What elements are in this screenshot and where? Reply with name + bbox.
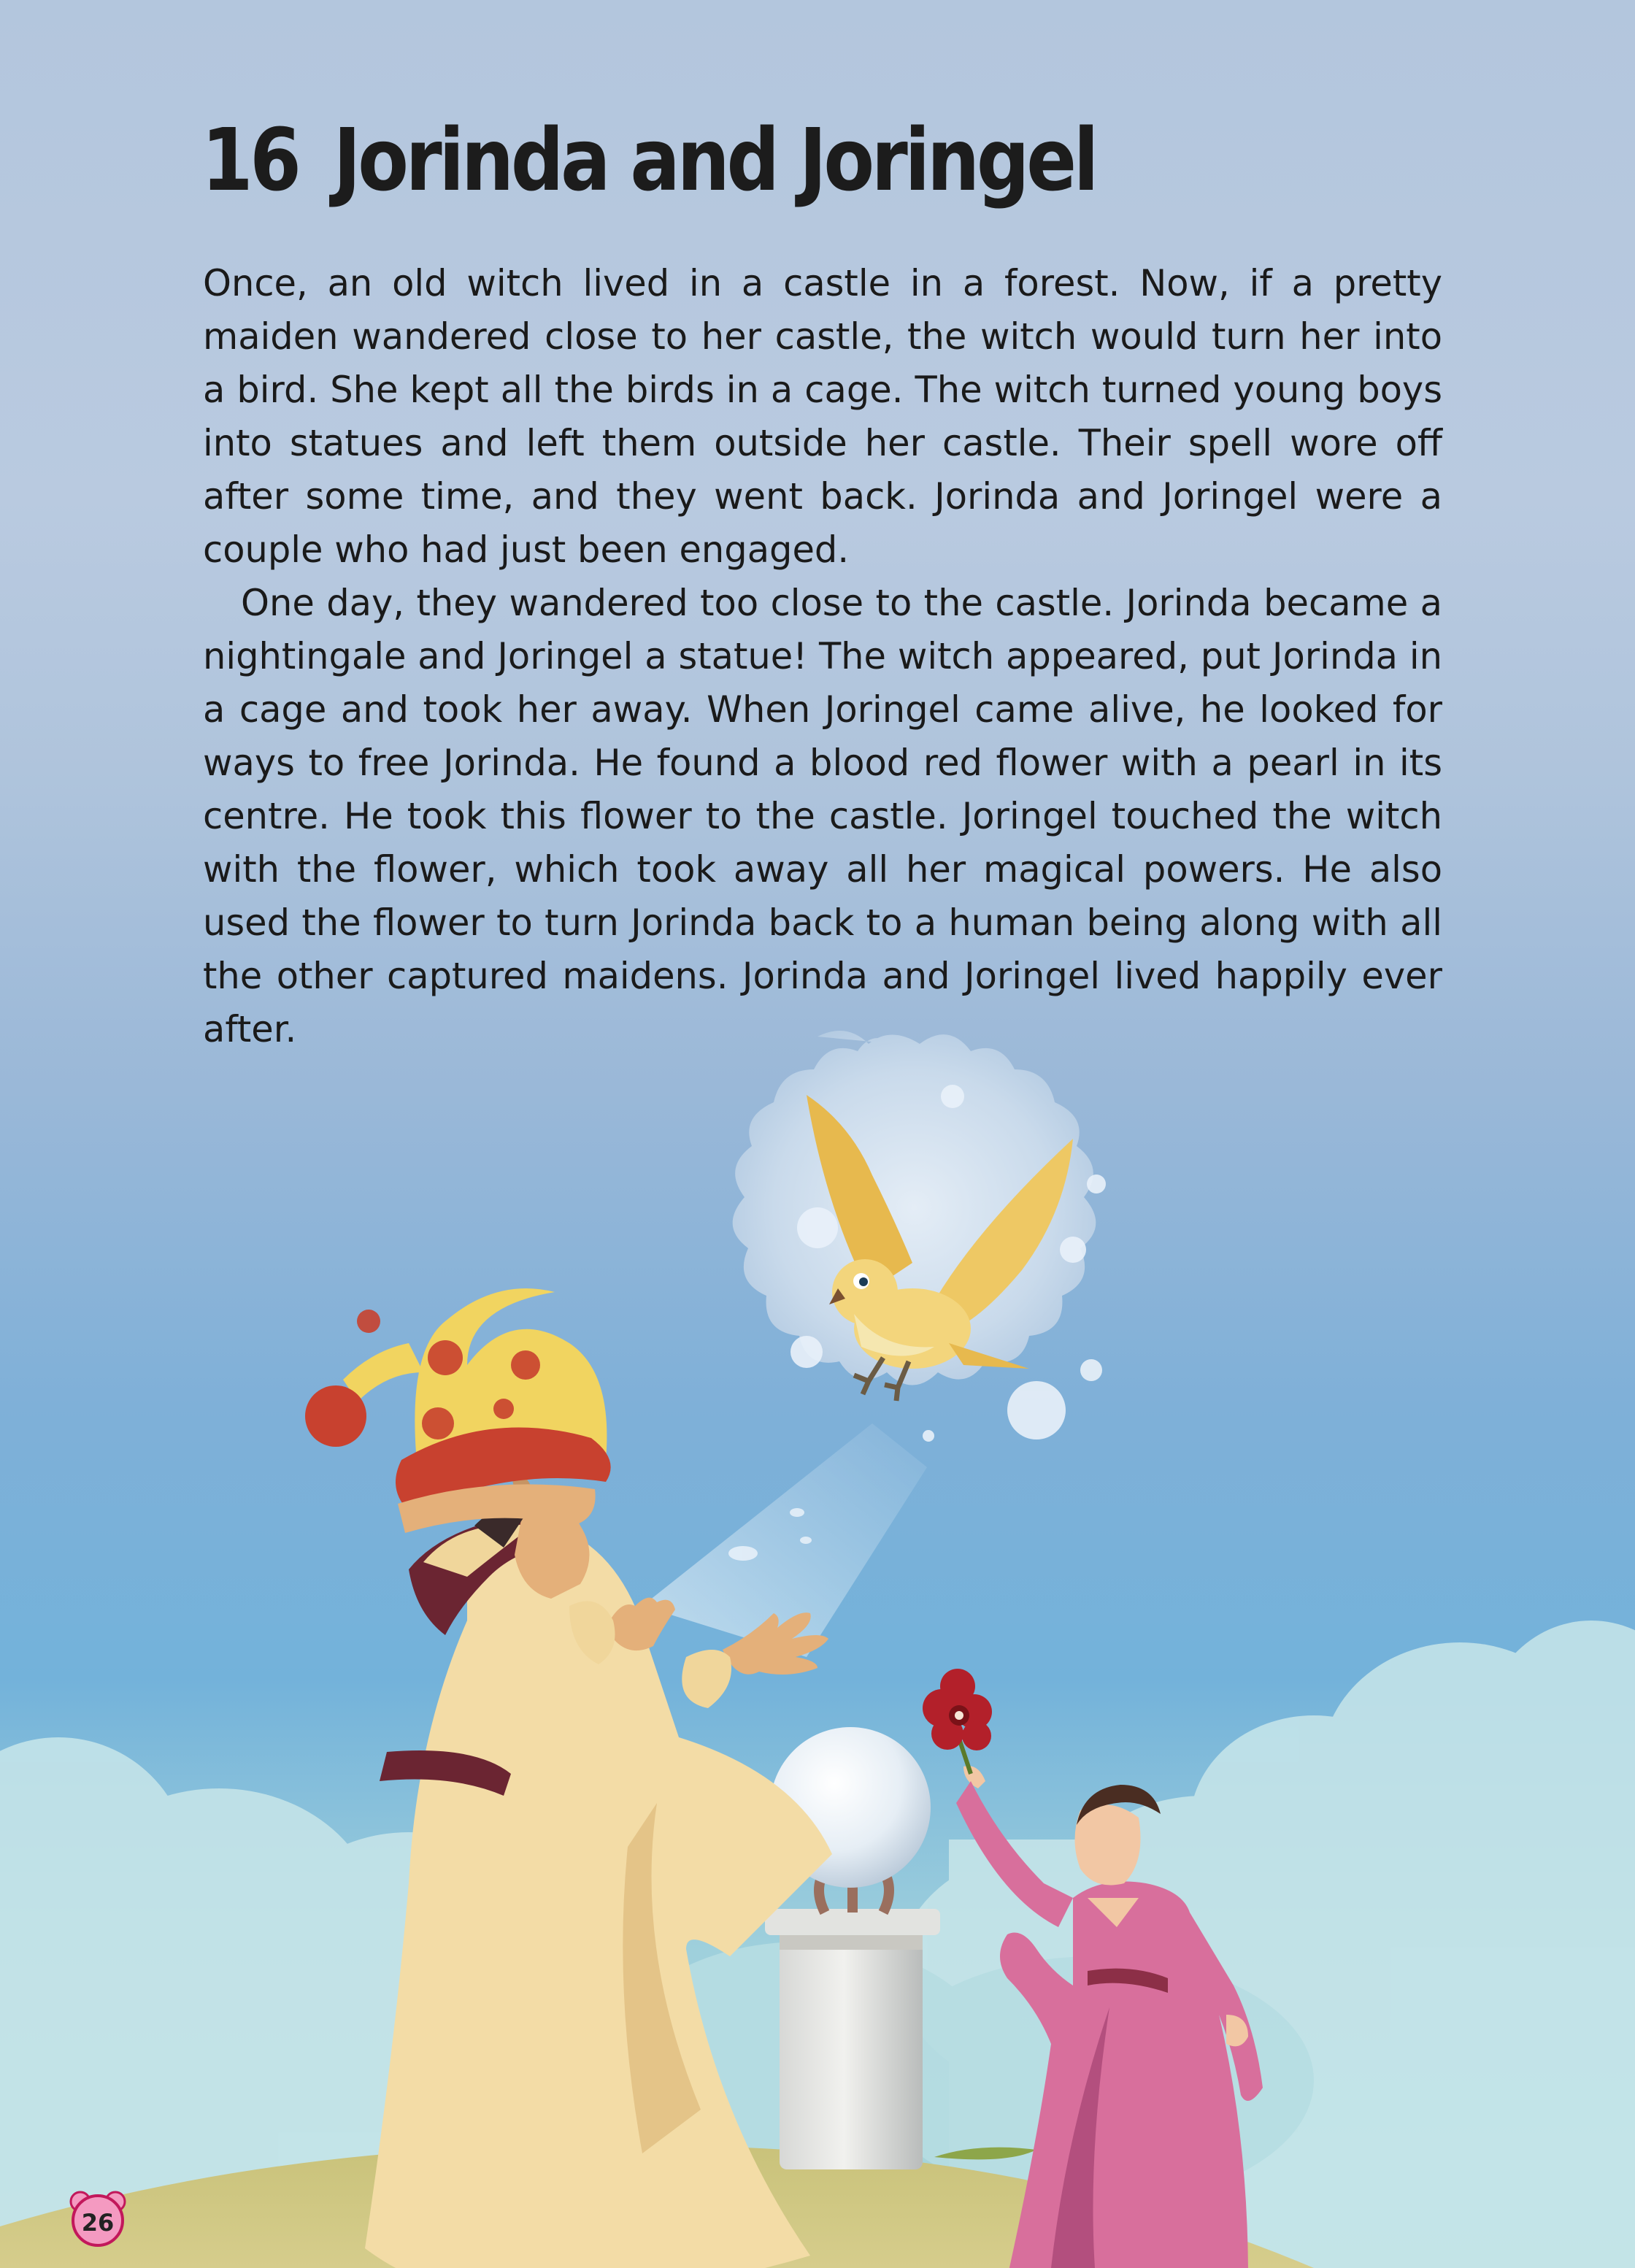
story-title (201, 109, 1096, 210)
story-number: 16 (201, 109, 299, 210)
story-text (203, 257, 1442, 1056)
magic-beam (642, 1423, 927, 1657)
story-paragraph-2: One day, they wandered too close to the castle. Jorinda became a nightingale and Joringel a statue! The witch appeared, put Jorinda in a cage and took her away. When Joringel came alive, he looked for ways to free Jorinda. He found a blood red flower with a pearl in its centre. He took this flower to the castle. Joringel touched the witch with the flower, which took away all her magical powers. He also used the flower to turn Jorinda back to a human being along with all the other captured maidens. Jorinda and Joringel lived happily ever after. (203, 582, 1442, 1050)
magic-burst (733, 1031, 1106, 1442)
crystal-pedestal (765, 1727, 940, 2169)
blood-red-flower (923, 1669, 992, 1774)
story-paragraph-1: Once, an old witch lived in a castle in a forest. Now, if a pretty maiden wandered close to her castle, the witch would turn her into a bird. She kept all the birds in a cage. The witch turned young boys into statues and left them outside her castle. Their spell wore off after some time, and they went back. Jorinda and Joringel were a couple who had just been engaged. (203, 262, 1442, 571)
page-number: 26 (81, 2209, 115, 2237)
page-number-badge (61, 2188, 134, 2247)
story-title-text: Jorinda and Joringel (333, 109, 1096, 210)
